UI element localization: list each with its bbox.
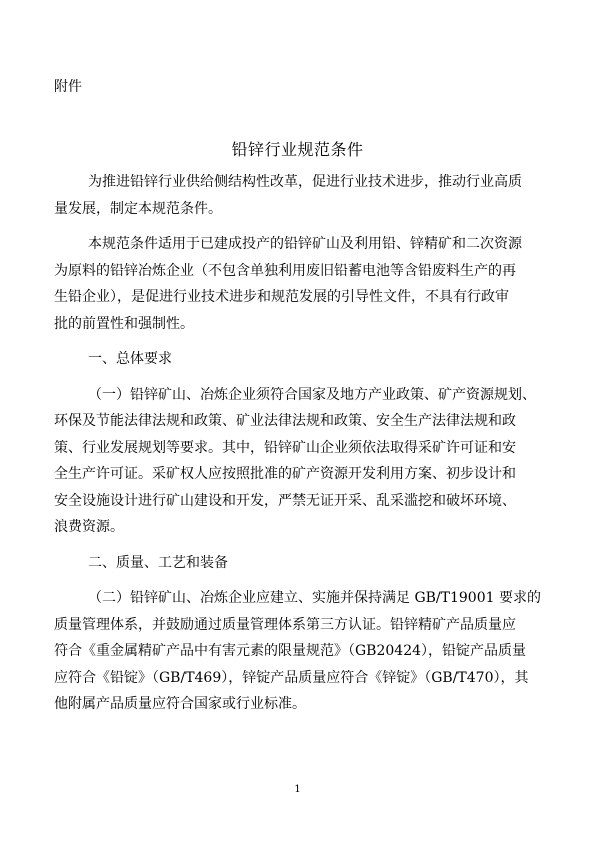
paragraph-line: 为原料的铅锌冶炼企业（不包含单独利用废旧铅蓄电池等含铅废料生产的再 [54,262,516,279]
paragraph-line: 策、行业发展规划等要求。其中，铅锌矿山企业须依法取得采矿许可证和安 [54,439,516,456]
section-heading-general: 一、总体要求 [88,351,172,367]
paragraph-line: 量发展，制定本规范条件。 [54,200,222,217]
paragraph-line: 他附属产品质量应符合国家或行业标准。 [54,696,306,712]
paragraph-line: （一）铅锌矿山、冶炼企业须符合国家及地方产业政策、矿产资源规划、 [88,386,536,403]
paragraph-line: （二）铅锌矿山、冶炼企业应建立、实施并保持满足 GB/T19001 要求的 [88,590,541,606]
paragraph-line: 应符合《铅锭》（GB/T469），锌锭产品质量应符合《锌锭》（GB/T470），其 [54,669,529,686]
section-heading-quality: 二、质量、工艺和装备 [88,554,228,571]
scope-paragraph [54,231,530,337]
section2-paragraph [54,585,541,718]
paragraph-line: 质量管理体系，并鼓励通过质量管理体系第三方认证。铅锌精矿产品质量应 [54,616,516,633]
paragraph-line: 本规范条件适用于已建成投产的铅锌矿山及利用铅、锌精矿和二次资源 [88,236,522,252]
document-title: 铅锌行业规范条件 [231,140,364,159]
page-number: 1 [294,784,301,795]
paragraph-line: 全生产许可证。采矿权人应按照批准的矿产资源开发利用方案、初步设计和 [54,466,516,482]
paragraph-line: 批的前置性和强制性。 [54,315,194,332]
annex-label: 附件 [54,79,82,95]
paragraph-line: 为推进铅锌行业供给侧结构性改革，促进行业技术进步，推动行业高质 [88,174,522,190]
paragraph-line: 环保及节能法律法规和政策、矿业法律法规和政策、安全生产法律法规和政 [54,413,516,429]
paragraph-line: 符合《重金属精矿产品中有害元素的限量规范》（GB20424），铅锭产品质量 [54,643,527,659]
paragraph-line: 生铅企业），是促进行业技术进步和规范发展的引导性文件，不具有行政审 [54,289,509,305]
paragraph-line: 浪费资源。 [54,519,124,535]
paragraph-line: 安全设施设计进行矿山建设和开发，严禁无证开采、乱采滥挖和破坏环境、 [54,492,516,509]
section1-paragraph [54,382,536,541]
document-body [54,169,541,727]
intro-paragraph [54,169,530,222]
